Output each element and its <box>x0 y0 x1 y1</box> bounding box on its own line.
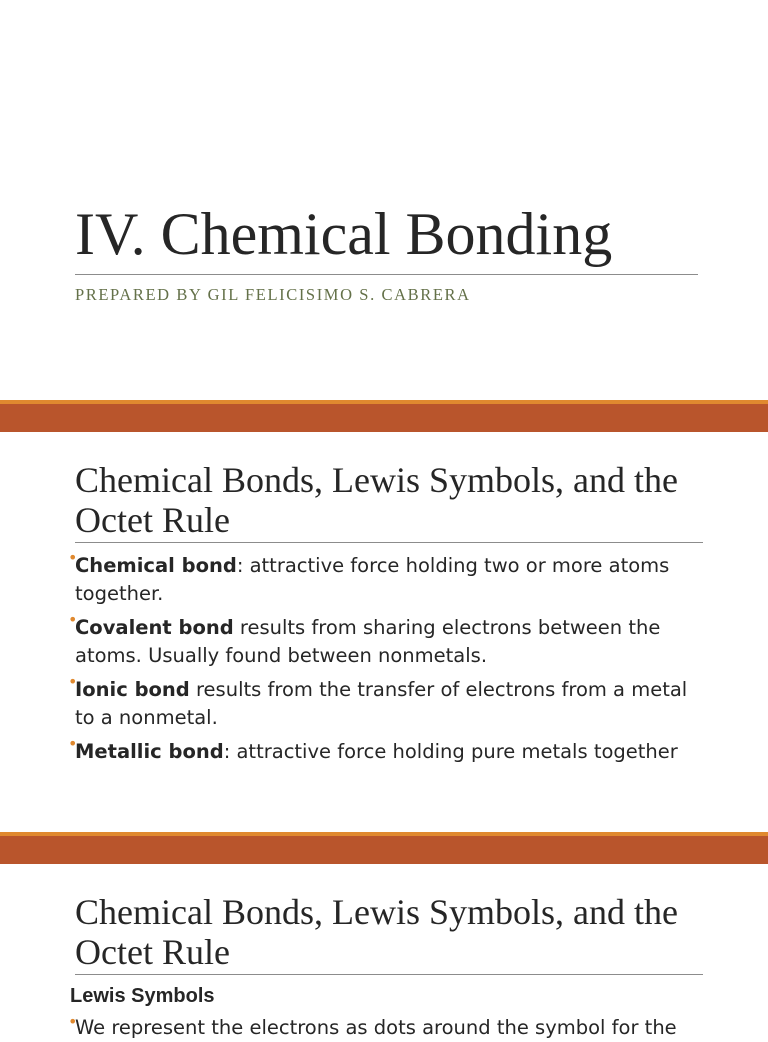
bullet-icon: • <box>68 1012 78 1031</box>
bullet-term: Covalent bond <box>75 616 234 639</box>
presentation-title: IV. Chemical Bonding <box>75 201 613 267</box>
bullet-icon: • <box>68 734 78 753</box>
bullet-text: results from sharing electrons between the atoms. Usually found between nonmetals. <box>75 616 661 667</box>
content-slide-bonds <box>0 432 768 832</box>
bullet-text: We represent the electrons as dots around the symbol for the <box>75 1016 677 1039</box>
content-slide-lewis <box>0 864 768 1039</box>
presentation-subtitle: PREPARED BY GIL FELICISIMO S. CABRERA <box>75 285 471 304</box>
bullet-item-ionic-bond <box>68 672 708 732</box>
slide-title: Chemical Bonds, Lewis Symbols, and the Octet Rule <box>75 892 678 972</box>
bullet-text: : attractive force holding pure metals together <box>223 740 678 763</box>
bullet-icon: • <box>68 672 78 691</box>
bullet-text: : attractive force holding two or more atoms together. <box>75 554 670 605</box>
slide-title: Chemical Bonds, Lewis Symbols, and the Octet Rule <box>75 460 678 540</box>
bullet-item-metallic-bond <box>68 734 708 766</box>
slide-divider <box>0 400 768 432</box>
title-slide <box>0 0 768 400</box>
title-underline <box>75 274 698 275</box>
slide-divider <box>0 832 768 864</box>
bullet-term: Ionic bond <box>75 678 190 701</box>
bullet-text: results from the transfer of electrons from a metal to a nonmetal. <box>75 678 688 729</box>
bullet-list <box>68 548 708 772</box>
bullet-item-chemical-bond <box>68 548 708 608</box>
bullet-icon: • <box>68 548 78 567</box>
bullet-item-covalent-bond <box>68 610 708 670</box>
bullet-term: Chemical bond <box>75 554 237 577</box>
slide-title-underline <box>75 542 703 543</box>
slide-title-underline <box>75 974 703 975</box>
bullet-icon: • <box>68 610 78 629</box>
section-heading: Lewis Symbols <box>70 985 215 1007</box>
bullet-term: Metallic bond <box>75 740 224 763</box>
bullet-item-partial <box>68 1014 715 1042</box>
